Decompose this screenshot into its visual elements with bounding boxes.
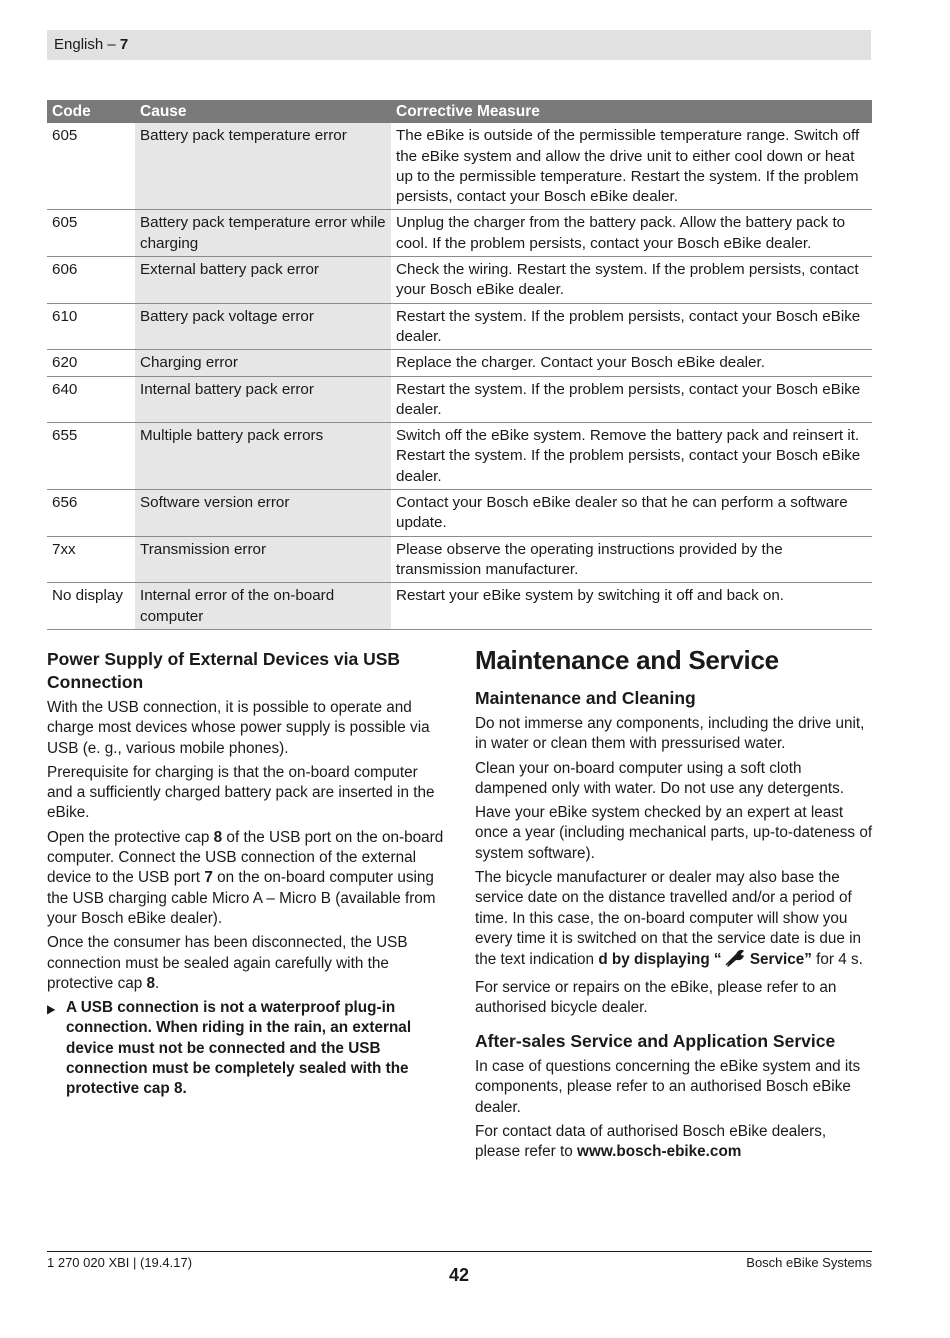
cell-measure: Contact your Bosch eBike dealer so that he can perform a software update. bbox=[391, 490, 872, 537]
aftersales-paragraph-2 bbox=[475, 1122, 875, 1163]
usb-paragraph-1: With the USB connection, it is possible to operate and charge most devices whose power supply is possible via USB (e. g., various mobile phones). bbox=[47, 699, 430, 757]
header-separator: – bbox=[103, 36, 120, 53]
aftersales-paragraph-1: In case of questions concerning the eBike system and its components, please refer to an authorised Bosch eBike dealer. bbox=[475, 1058, 861, 1116]
footer-divider bbox=[47, 1251, 872, 1252]
cell-measure: The eBike is outside of the permissible temperature range. Switch off the eBike system and allow the drive unit to either cool down or heat up to the permissible temperature. Restart the system. If the problem persists, contact your Bosch eBike dealer. bbox=[391, 123, 872, 210]
cell-measure: Check the wiring. Restart the system. If the problem persists, contact your Bosch eBike dealer. bbox=[391, 257, 872, 304]
usb-p3-text-a: Open the protective cap bbox=[47, 828, 214, 846]
usb-paragraph-2: Prerequisite for charging is that the on-board computer and a sufficiently charged battery pack are inserted in the eBike. bbox=[47, 763, 435, 822]
footer-page-number: 42 bbox=[448, 1265, 470, 1285]
cell-cause: Multiple battery pack errors bbox=[135, 423, 391, 490]
cell-code: 620 bbox=[47, 350, 135, 376]
c4-text-e: for 4 s. bbox=[811, 951, 863, 969]
cell-code: 7xx bbox=[47, 536, 135, 583]
usb-warning bbox=[47, 998, 447, 1103]
c4-indication-d: d bbox=[598, 951, 608, 969]
column-header-measure: Corrective Measure bbox=[391, 100, 872, 123]
usb-p4-ref-8: 8 bbox=[146, 974, 155, 992]
column-header-cause: Cause bbox=[135, 100, 391, 123]
table-row bbox=[47, 303, 872, 350]
table-row bbox=[47, 210, 872, 257]
cell-measure: Restart the system. If the problem persists, contact your Bosch eBike dealer. bbox=[391, 303, 872, 350]
usb-heading: Power Supply of External Devices via USB Connection bbox=[47, 649, 401, 692]
table-row bbox=[47, 490, 872, 537]
c4-quote-open: by displaying “ bbox=[607, 951, 722, 969]
cell-cause: Transmission error bbox=[135, 536, 391, 583]
cell-code: 656 bbox=[47, 490, 135, 537]
c4-text-a: The bicycle manufacturer or dealer may also base the service date on the distance travelled and/or a period of time. In this case, the on-board computer will show you every time it is switched on that the service date is due in the text indication bbox=[475, 869, 862, 969]
footer-doc-id: 1 270 020 XBI | (19.4.17) bbox=[47, 1255, 193, 1270]
usb-p3-text-c: of the USB port on the on-board computer. Connect the USB connection of the external device to the USB port bbox=[47, 828, 444, 887]
wrench-icon bbox=[724, 949, 744, 973]
cell-measure: Replace the charger. Contact your Bosch eBike dealer. bbox=[391, 350, 872, 376]
cleaning-paragraph-3: Have your eBike system checked by an expert at least once a year (including mechanical parts, up-to-dateness of system software). bbox=[475, 804, 873, 862]
cell-measure: Unplug the charger from the battery pack. Allow the battery pack to cool. If the problem persists, contact your Bosch eBike dealer. bbox=[391, 210, 872, 257]
cell-cause: External battery pack error bbox=[135, 257, 391, 304]
usb-paragraph-3 bbox=[47, 828, 447, 929]
triangle-right-icon: ▶ bbox=[47, 1002, 56, 1017]
cleaning-heading: Maintenance and Cleaning bbox=[475, 688, 696, 708]
table-row bbox=[47, 376, 872, 423]
cell-measure: Restart your eBike system by switching it off and back on. bbox=[391, 583, 872, 630]
column-header-code: Code bbox=[47, 100, 135, 123]
usb-section bbox=[47, 648, 447, 1104]
table-header-row bbox=[47, 100, 872, 123]
usb-paragraph-4 bbox=[47, 933, 447, 994]
cell-measure: Restart the system. If the problem persists, contact your Bosch eBike dealer. bbox=[391, 376, 872, 423]
usb-p4-text-a: Once the consumer has been disconnected, the USB connection must be sealed again carefully with the protective cap bbox=[47, 934, 408, 992]
table-row bbox=[47, 536, 872, 583]
table-row bbox=[47, 257, 872, 304]
a2-text: For contact data of authorised Bosch eBike dealers, please refer to bbox=[475, 1123, 827, 1161]
cell-cause: Battery pack voltage error bbox=[135, 303, 391, 350]
cell-code: 605 bbox=[47, 210, 135, 257]
cell-cause: Internal error of the on-board computer bbox=[135, 583, 391, 630]
cell-measure: Switch off the eBike system. Remove the battery pack and reinsert it. Restart the system. If the problem persists, contact your Bosch eBike dealer. bbox=[391, 423, 872, 490]
usb-p3-text-e: on the on-board computer using the USB charging cable Micro A – Micro B (available from your Bosch eBike dealer). bbox=[47, 869, 436, 927]
cleaning-paragraph-2: Clean your on-board computer using a soft cloth dampened only with water. Do not use any detergents. bbox=[475, 759, 845, 797]
cell-cause: Software version error bbox=[135, 490, 391, 537]
usb-p3-ref-8: 8 bbox=[213, 828, 223, 846]
cell-code: No display bbox=[47, 583, 135, 630]
table-row bbox=[47, 123, 872, 210]
c4-service-label: Service” bbox=[745, 951, 812, 969]
maintenance-title: Maintenance and Service bbox=[475, 645, 779, 675]
cell-cause: Internal battery pack error bbox=[135, 376, 391, 423]
page-header bbox=[47, 30, 871, 60]
header-language: English bbox=[54, 36, 104, 53]
cell-cause: Charging error bbox=[135, 350, 391, 376]
table-row bbox=[47, 350, 872, 376]
usb-warning-text: A USB connection is not a waterproof plug-in connection. When riding in the rain, an external device must not be connected and the USB connection must be completely sealed with the protective cap 8. bbox=[66, 999, 412, 1098]
table-row bbox=[47, 423, 872, 490]
cell-cause: Battery pack temperature error bbox=[135, 123, 391, 210]
usb-p4-text-c: . bbox=[155, 974, 160, 992]
cell-code: 605 bbox=[47, 123, 135, 210]
cell-code: 606 bbox=[47, 257, 135, 304]
cell-measure: Please observe the operating instructions provided by the transmission manufacturer. bbox=[391, 536, 872, 583]
cell-code: 640 bbox=[47, 376, 135, 423]
cell-cause: Battery pack temperature error while charging bbox=[135, 210, 391, 257]
cell-code: 610 bbox=[47, 303, 135, 350]
maintenance-section bbox=[475, 643, 875, 1167]
table-row bbox=[47, 583, 872, 630]
cell-code: 655 bbox=[47, 423, 135, 490]
footer-brand: Bosch eBike Systems bbox=[746, 1255, 872, 1270]
cleaning-paragraph-1: Do not immerse any components, including the drive unit, in water or clean them with pressurised water. bbox=[475, 715, 865, 753]
cleaning-paragraph-4 bbox=[475, 868, 875, 973]
header-page-number: 7 bbox=[119, 36, 129, 53]
error-code-table bbox=[47, 100, 872, 630]
bosch-ebike-link[interactable]: www.bosch-ebike.com bbox=[577, 1143, 742, 1161]
usb-p3-ref-7: 7 bbox=[204, 869, 213, 887]
cleaning-paragraph-5: For service or repairs on the eBike, please refer to an authorised bicycle dealer. bbox=[475, 978, 837, 1016]
aftersales-heading: After-sales Service and Application Service bbox=[475, 1031, 836, 1052]
